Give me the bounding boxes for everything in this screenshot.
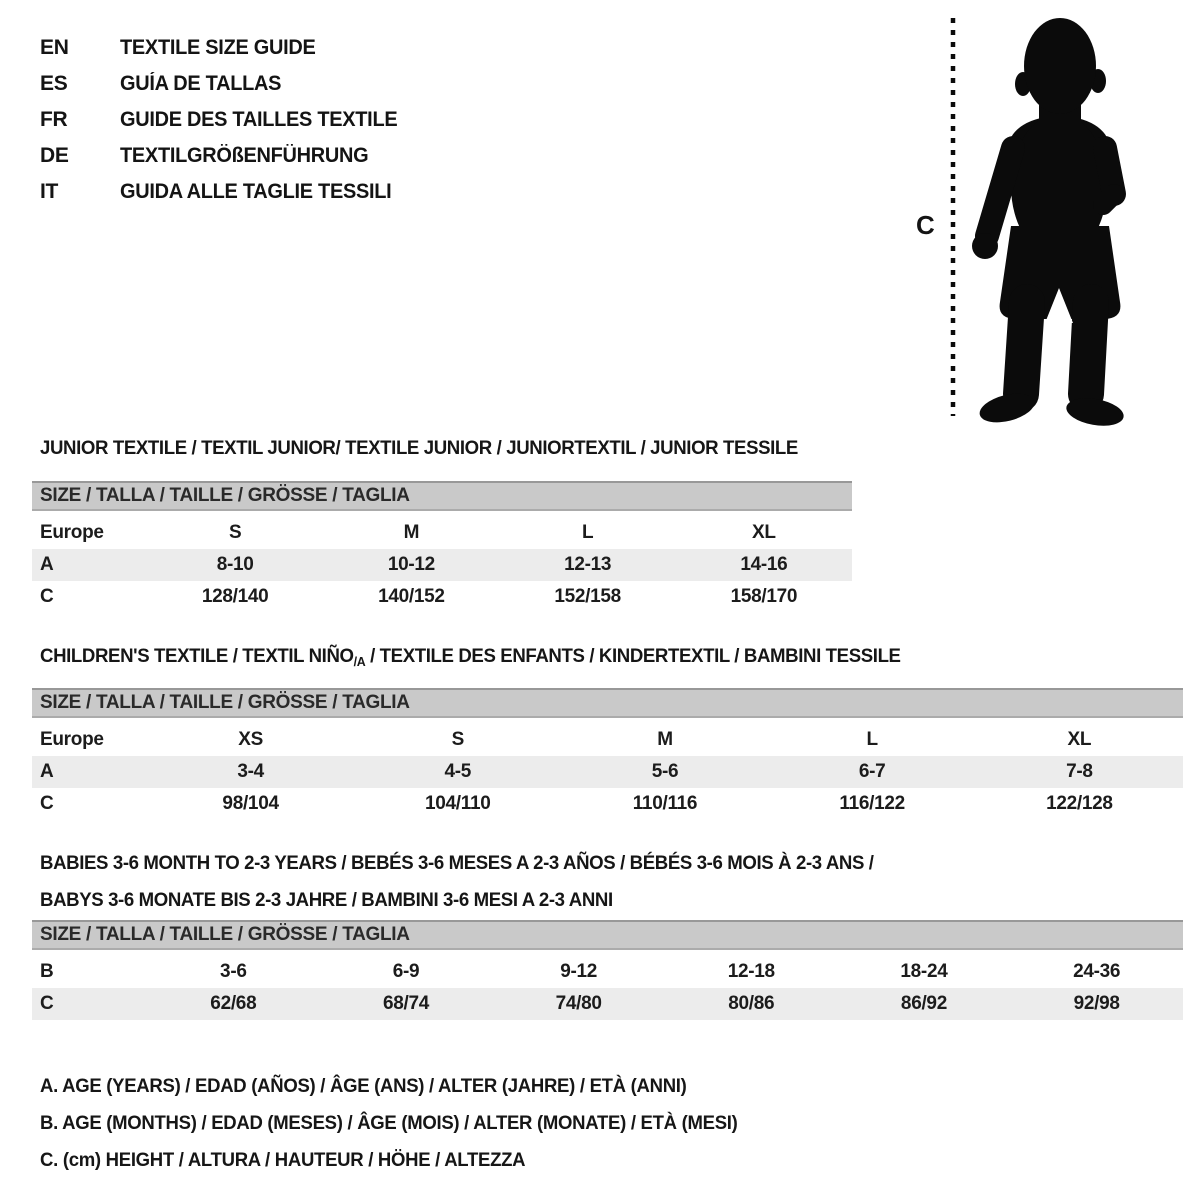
cell: 3-4	[147, 756, 354, 788]
legend-line-a: A. AGE (YEARS) / EDAD (AÑOS) / ÂGE (ANS) / ALTER (JAHRE) / ETÀ (ANNI)	[40, 1075, 687, 1097]
cell: 74/80	[492, 988, 665, 1020]
cell: 98/104	[222, 793, 279, 814]
table-row	[32, 581, 852, 613]
lang-code: EN	[40, 36, 69, 59]
height-measure-label: C	[916, 210, 935, 240]
table-junior	[32, 517, 852, 613]
table-row	[32, 956, 1183, 988]
lang-row-en	[40, 30, 412, 66]
cell: 9-12	[560, 961, 598, 982]
lang-title: GUIDE DES TAILLES TEXTILE	[120, 108, 398, 131]
table-row	[32, 724, 1183, 756]
cell: S	[228, 522, 242, 543]
row-label: Europe	[40, 522, 104, 543]
legend-line-c: C. (cm) HEIGHT / ALTURA / HAUTEUR / HÖHE / ALTEZZA	[40, 1149, 526, 1171]
table-row	[32, 788, 1183, 820]
row-label: C	[40, 793, 54, 814]
row-label: C	[40, 586, 54, 607]
lang-row-de	[40, 138, 412, 174]
lang-title: TEXTILGRÖßENFÜHRUNG	[120, 144, 369, 167]
section-title-subscript: /A	[353, 654, 366, 669]
cell: M	[403, 522, 420, 543]
cell: 24-36	[1073, 961, 1121, 982]
lang-code: ES	[40, 72, 68, 95]
cell: 10-12	[323, 549, 499, 581]
table-babies	[32, 956, 1183, 1020]
toddler-silhouette	[972, 18, 1126, 430]
cell: 62/68	[147, 988, 320, 1020]
cell: 140/152	[378, 586, 445, 607]
lang-title: TEXTILE SIZE GUIDE	[120, 36, 316, 59]
cell: 68/74	[320, 988, 493, 1020]
lang-row-fr	[40, 102, 412, 138]
cell: 7-8	[976, 756, 1183, 788]
junior-size-table	[32, 481, 852, 613]
legend-line-b: B. AGE (MONTHS) / EDAD (MESES) / ÂGE (MOIS) / ALTER (MONATE) / ETÀ (MESI)	[40, 1112, 738, 1134]
cell: 128/140	[201, 586, 269, 607]
cell: 3-6	[220, 961, 247, 982]
babies-size-table	[32, 920, 1183, 1020]
section-title-junior	[40, 430, 798, 467]
cell: 116/122	[839, 793, 905, 814]
cell: 122/128	[1046, 793, 1113, 814]
cell: 92/98	[1010, 988, 1183, 1020]
table-row	[32, 549, 852, 581]
cell: XL	[752, 522, 776, 543]
cell: L	[866, 729, 878, 750]
cell: 6-9	[392, 961, 420, 982]
section-title-children	[40, 638, 901, 680]
cell: 104/110	[425, 793, 491, 814]
lang-title: GUIDA ALLE TAGLIE TESSILI	[120, 180, 392, 203]
cell: 158/170	[730, 586, 798, 607]
size-header-bar: SIZE / TALLA / TAILLE / GRÖSSE / TAGLIA	[32, 481, 852, 511]
row-label: A	[32, 756, 147, 788]
lang-row-es	[40, 66, 412, 102]
lang-code: FR	[40, 108, 68, 131]
cell: 5-6	[561, 756, 768, 788]
lang-code: IT	[40, 180, 59, 203]
row-label: Europe	[40, 729, 104, 750]
cell: 4-5	[354, 756, 561, 788]
row-label: B	[40, 961, 54, 982]
table-row	[32, 517, 852, 549]
table-row	[32, 756, 1183, 788]
children-size-table	[32, 688, 1183, 820]
size-header-bar: SIZE / TALLA / TAILLE / GRÖSSE / TAGLIA	[32, 688, 1183, 718]
toddler-silhouette-icon	[943, 6, 1147, 430]
lang-code: DE	[40, 144, 69, 167]
cell: 12-18	[727, 961, 775, 982]
lang-row-it	[40, 174, 412, 210]
cell: 86/92	[838, 988, 1011, 1020]
table-row	[32, 988, 1183, 1020]
table-children	[32, 724, 1183, 820]
section-title-text: JUNIOR TEXTILE / TEXTIL JUNIOR/ TEXTILE JUNIOR / JUNIORTEXTIL / JUNIOR TESSILE	[40, 437, 798, 459]
cell: 14-16	[676, 549, 852, 581]
cell: S	[451, 729, 464, 750]
cell: 80/86	[665, 988, 838, 1020]
row-label: C	[32, 988, 147, 1020]
section-title-line1: BABIES 3-6 MONTH TO 2-3 YEARS / BEBÉS 3-6 MESES A 2-3 AÑOS / BÉBÉS 3-6 MOIS À 2-3 ANS /	[40, 852, 874, 874]
lang-title: GUÍA DE TALLAS	[120, 72, 282, 95]
legend	[40, 1068, 774, 1179]
cell: 8-10	[147, 549, 323, 581]
section-title-text: CHILDREN'S TEXTILE / TEXTIL NIÑO	[40, 645, 354, 667]
cell: 6-7	[769, 756, 976, 788]
language-title-list	[40, 30, 412, 210]
section-title-line2: BABYS 3-6 MONATE BIS 2-3 JAHRE / BAMBINI 3-6 MESI A 2-3 ANNI	[40, 889, 613, 911]
cell: 152/158	[554, 586, 621, 607]
cell: L	[581, 522, 594, 543]
cell: XS	[238, 729, 263, 750]
cell: 12-13	[500, 549, 676, 581]
cell: 110/116	[632, 793, 698, 814]
size-header-bar: SIZE / TALLA / TAILLE / GRÖSSE / TAGLIA	[32, 920, 1183, 950]
cell: M	[657, 729, 673, 750]
row-label: A	[32, 549, 147, 581]
cell: XL	[1067, 729, 1092, 750]
cell: 18-24	[900, 961, 948, 982]
section-title-babies	[40, 845, 874, 919]
section-title-text: / TEXTILE DES ENFANTS / KINDERTEXTIL / BAMBINI TESSILE	[365, 645, 901, 667]
